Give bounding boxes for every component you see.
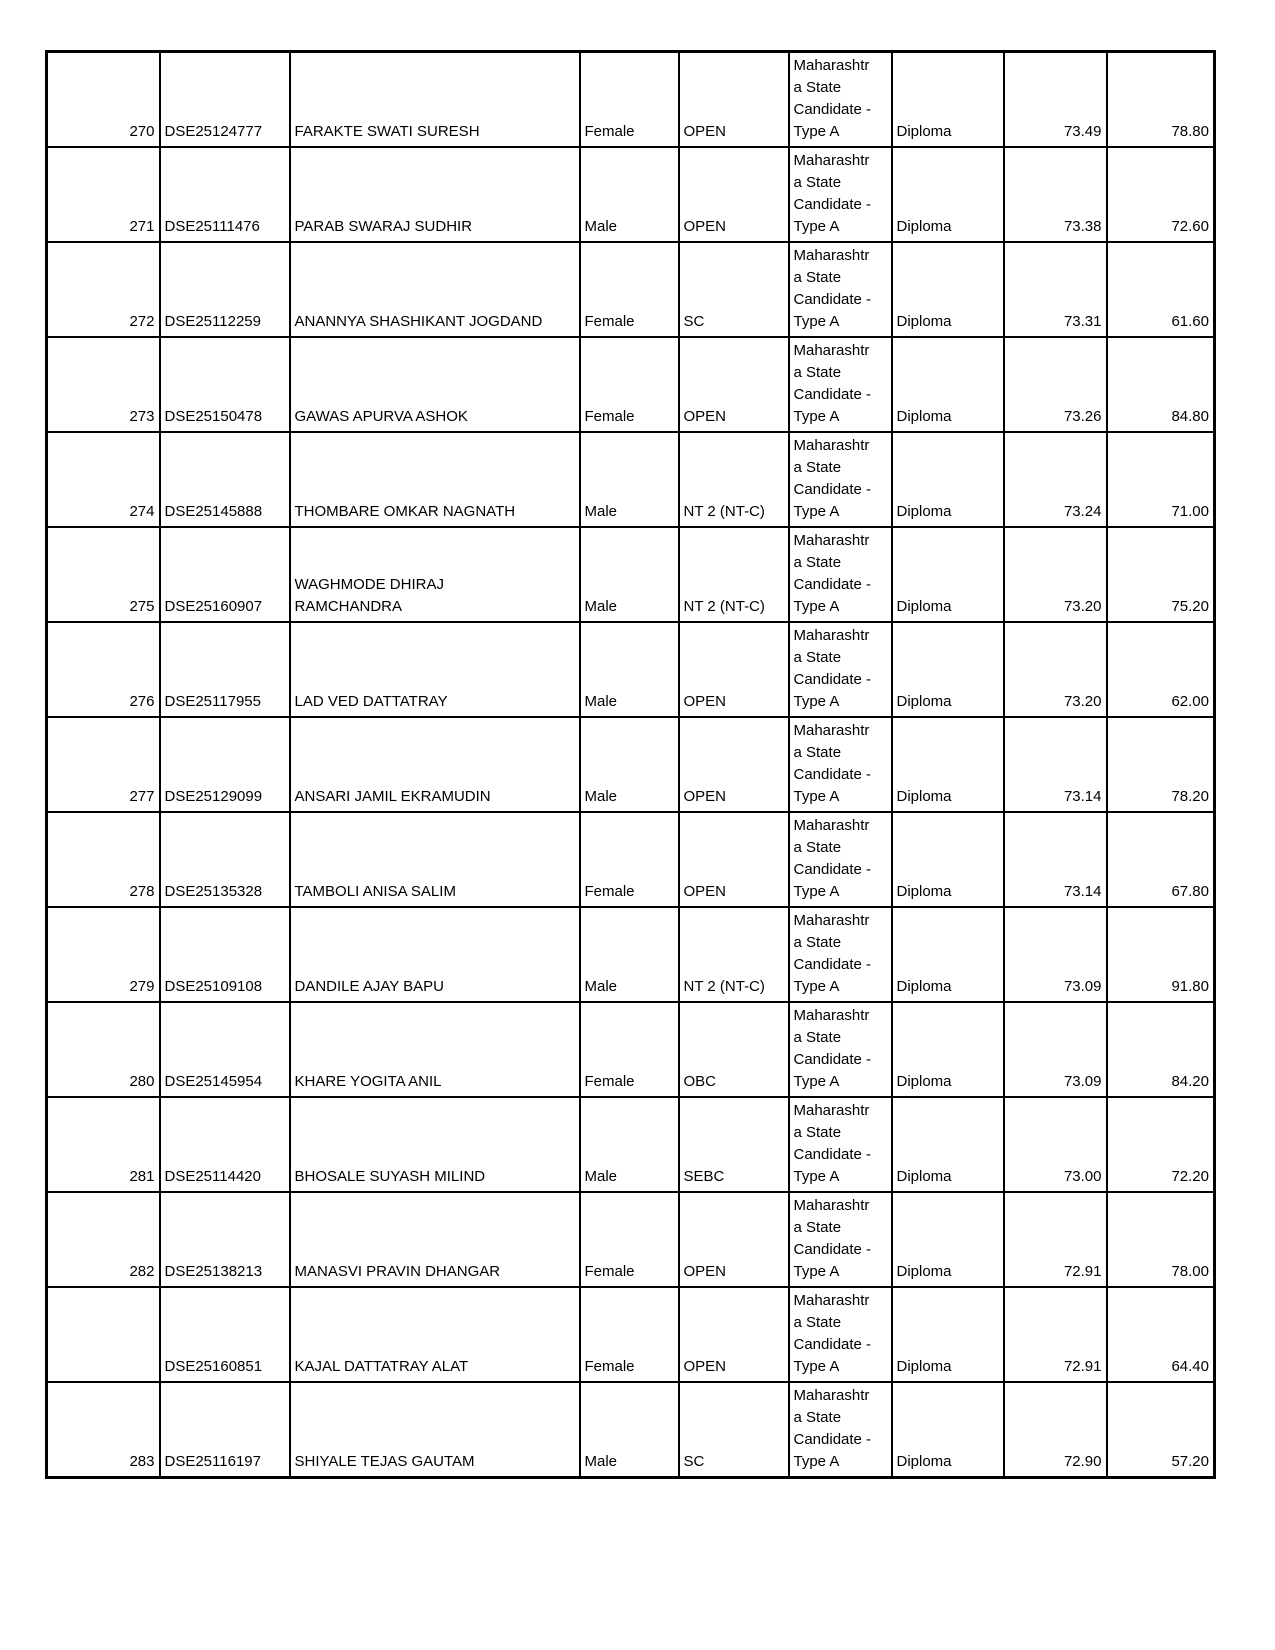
cell-candidate-name: KAJAL DATTATRAY ALAT (290, 1287, 580, 1382)
table-row (47, 622, 1215, 717)
merit-list-table (45, 50, 1216, 1479)
cell-text-line: Candidate - (793, 1241, 872, 1258)
cell-text-line: Type A (793, 598, 840, 615)
table-row (47, 52, 1215, 148)
cell-text-line: Type A (793, 1263, 840, 1280)
cell-candidate-type (789, 622, 892, 717)
cell-score-2: 91.80 (1107, 907, 1215, 1002)
cell-category: NT 2 (NT-C) (679, 907, 789, 1002)
cell-text-line: a State (793, 1029, 842, 1046)
cell-text-line: Type A (793, 1453, 840, 1470)
cell-text-line: Maharashtr (793, 1102, 870, 1119)
cell-score-1: 73.14 (1004, 812, 1107, 907)
cell-score-2: 78.80 (1107, 52, 1215, 148)
cell-candidate-name: KHARE YOGITA ANIL (290, 1002, 580, 1097)
cell-text-line: Type A (793, 693, 840, 710)
cell-text-line: Candidate - (793, 671, 872, 688)
cell-text-line: Maharashtr (793, 1292, 870, 1309)
cell-candidate-name: ANANNYA SHASHIKANT JOGDAND (290, 242, 580, 337)
cell-application-id: DSE25116197 (160, 1382, 290, 1478)
cell-text-line: Type A (793, 883, 840, 900)
cell-text-line: Type A (793, 1073, 840, 1090)
cell-qualification: Diploma (892, 1287, 1004, 1382)
cell-text-line: Maharashtr (793, 437, 870, 454)
cell-serial-number: 271 (47, 147, 160, 242)
cell-serial-number: 283 (47, 1382, 160, 1478)
cell-text-line: a State (793, 1409, 842, 1426)
cell-category: SC (679, 1382, 789, 1478)
cell-category: OPEN (679, 52, 789, 148)
cell-serial-number: 275 (47, 527, 160, 622)
cell-candidate-type (789, 242, 892, 337)
cell-text-line: Candidate - (793, 481, 872, 498)
table-row (47, 1192, 1215, 1287)
cell-text-line: Candidate - (793, 861, 872, 878)
cell-score-1: 72.90 (1004, 1382, 1107, 1478)
cell-score-2: 72.60 (1107, 147, 1215, 242)
cell-score-2: 57.20 (1107, 1382, 1215, 1478)
cell-score-2: 64.40 (1107, 1287, 1215, 1382)
cell-qualification: Diploma (892, 527, 1004, 622)
cell-text-line: Maharashtr (793, 627, 870, 644)
cell-serial-number: 274 (47, 432, 160, 527)
cell-text-line: Maharashtr (793, 1007, 870, 1024)
cell-text-line: Maharashtr (793, 342, 870, 359)
cell-score-1: 73.38 (1004, 147, 1107, 242)
cell-candidate-name: SHIYALE TEJAS GAUTAM (290, 1382, 580, 1478)
cell-text-line: a State (793, 1314, 842, 1331)
cell-application-id: DSE25150478 (160, 337, 290, 432)
table-row (47, 1287, 1215, 1382)
cell-category: NT 2 (NT-C) (679, 527, 789, 622)
cell-application-id: DSE25145888 (160, 432, 290, 527)
cell-qualification: Diploma (892, 1097, 1004, 1192)
cell-candidate-name: TAMBOLI ANISA SALIM (290, 812, 580, 907)
cell-text-line: RAMCHANDRA (294, 598, 403, 615)
cell-candidate-type (789, 52, 892, 148)
cell-text-line: a State (793, 554, 842, 571)
cell-score-2: 84.20 (1107, 1002, 1215, 1097)
cell-text-line: Maharashtr (793, 57, 870, 74)
cell-score-2: 78.00 (1107, 1192, 1215, 1287)
cell-text-line: Maharashtr (793, 722, 870, 739)
cell-text-line: Type A (793, 503, 840, 520)
cell-category: OPEN (679, 812, 789, 907)
cell-gender: Female (580, 337, 679, 432)
cell-gender: Male (580, 527, 679, 622)
cell-category: SC (679, 242, 789, 337)
cell-category: OBC (679, 1002, 789, 1097)
cell-gender: Female (580, 812, 679, 907)
table-body (47, 52, 1215, 1478)
cell-text-line: Type A (793, 1168, 840, 1185)
cell-category: OPEN (679, 717, 789, 812)
table-row (47, 337, 1215, 432)
cell-gender: Male (580, 1097, 679, 1192)
cell-text-line: a State (793, 1219, 842, 1236)
cell-application-id: DSE25160907 (160, 527, 290, 622)
cell-text-line: Candidate - (793, 1146, 872, 1163)
cell-serial-number: 276 (47, 622, 160, 717)
cell-text-line: WAGHMODE DHIRAJ (294, 576, 444, 593)
cell-text-line: Candidate - (793, 576, 872, 593)
cell-text-line: Type A (793, 123, 840, 140)
cell-score-1: 72.91 (1004, 1287, 1107, 1382)
cell-qualification: Diploma (892, 1382, 1004, 1478)
cell-text-line: Type A (793, 1358, 840, 1375)
cell-qualification: Diploma (892, 242, 1004, 337)
cell-gender: Male (580, 907, 679, 1002)
cell-qualification: Diploma (892, 337, 1004, 432)
cell-category: OPEN (679, 1287, 789, 1382)
cell-gender: Male (580, 1382, 679, 1478)
cell-text-line: a State (793, 364, 842, 381)
cell-score-1: 73.24 (1004, 432, 1107, 527)
cell-score-1: 73.09 (1004, 1002, 1107, 1097)
cell-score-1: 73.20 (1004, 622, 1107, 717)
table-row (47, 907, 1215, 1002)
cell-text-line: Maharashtr (793, 152, 870, 169)
cell-candidate-type (789, 812, 892, 907)
cell-candidate-type (789, 1192, 892, 1287)
cell-gender: Female (580, 52, 679, 148)
cell-application-id: DSE25135328 (160, 812, 290, 907)
table-row (47, 812, 1215, 907)
cell-score-1: 73.14 (1004, 717, 1107, 812)
cell-gender: Male (580, 622, 679, 717)
cell-qualification: Diploma (892, 1192, 1004, 1287)
cell-serial-number: 282 (47, 1192, 160, 1287)
cell-score-2: 67.80 (1107, 812, 1215, 907)
table-row (47, 527, 1215, 622)
cell-category: SEBC (679, 1097, 789, 1192)
cell-category: OPEN (679, 1192, 789, 1287)
cell-candidate-name: ANSARI JAMIL EKRAMUDIN (290, 717, 580, 812)
cell-text-line: a State (793, 269, 842, 286)
cell-serial-number: 273 (47, 337, 160, 432)
cell-application-id: DSE25111476 (160, 147, 290, 242)
cell-candidate-type (789, 1382, 892, 1478)
cell-category: OPEN (679, 622, 789, 717)
cell-score-1: 72.91 (1004, 1192, 1107, 1287)
cell-qualification: Diploma (892, 432, 1004, 527)
cell-text-line: Maharashtr (793, 1387, 870, 1404)
table-row (47, 432, 1215, 527)
cell-score-1: 73.20 (1004, 527, 1107, 622)
cell-text-line: Type A (793, 408, 840, 425)
cell-score-2: 72.20 (1107, 1097, 1215, 1192)
cell-candidate-name: GAWAS APURVA ASHOK (290, 337, 580, 432)
cell-application-id: DSE25124777 (160, 52, 290, 148)
cell-candidate-name: THOMBARE OMKAR NAGNATH (290, 432, 580, 527)
cell-text-line: Candidate - (793, 766, 872, 783)
cell-score-2: 62.00 (1107, 622, 1215, 717)
cell-text-line: Maharashtr (793, 1197, 870, 1214)
table-row (47, 147, 1215, 242)
cell-gender: Male (580, 147, 679, 242)
cell-candidate-name: PARAB SWARAJ SUDHIR (290, 147, 580, 242)
cell-application-id: DSE25145954 (160, 1002, 290, 1097)
cell-serial-number: 278 (47, 812, 160, 907)
cell-text-line: a State (793, 459, 842, 476)
cell-score-2: 75.20 (1107, 527, 1215, 622)
cell-gender: Female (580, 1192, 679, 1287)
cell-gender: Female (580, 1287, 679, 1382)
cell-application-id: DSE25114420 (160, 1097, 290, 1192)
cell-score-2: 71.00 (1107, 432, 1215, 527)
cell-category: NT 2 (NT-C) (679, 432, 789, 527)
cell-application-id: DSE25138213 (160, 1192, 290, 1287)
cell-text-line: Maharashtr (793, 817, 870, 834)
table-row (47, 1097, 1215, 1192)
cell-text-line: a State (793, 839, 842, 856)
cell-gender: Male (580, 717, 679, 812)
cell-application-id: DSE25129099 (160, 717, 290, 812)
cell-qualification: Diploma (892, 622, 1004, 717)
cell-text-line: Candidate - (793, 386, 872, 403)
cell-score-1: 73.31 (1004, 242, 1107, 337)
cell-text-line: a State (793, 79, 842, 96)
cell-score-2: 61.60 (1107, 242, 1215, 337)
cell-application-id: DSE25109108 (160, 907, 290, 1002)
cell-candidate-type (789, 1097, 892, 1192)
cell-candidate-name: BHOSALE SUYASH MILIND (290, 1097, 580, 1192)
cell-text-line: Type A (793, 978, 840, 995)
table-row (47, 717, 1215, 812)
cell-score-2: 84.80 (1107, 337, 1215, 432)
cell-text-line: Maharashtr (793, 912, 870, 929)
cell-text-line: Candidate - (793, 291, 872, 308)
cell-text-line: a State (793, 174, 842, 191)
cell-text-line: Candidate - (793, 101, 872, 118)
cell-candidate-name (290, 527, 580, 622)
cell-score-1: 73.26 (1004, 337, 1107, 432)
cell-category: OPEN (679, 337, 789, 432)
cell-candidate-name: FARAKTE SWATI SURESH (290, 52, 580, 148)
cell-text-line: a State (793, 1124, 842, 1141)
cell-qualification: Diploma (892, 717, 1004, 812)
cell-text-line: a State (793, 649, 842, 666)
cell-serial-number: 272 (47, 242, 160, 337)
table-row (47, 242, 1215, 337)
cell-text-line: Type A (793, 313, 840, 330)
cell-serial-number: 280 (47, 1002, 160, 1097)
cell-candidate-type (789, 717, 892, 812)
cell-text-line: Candidate - (793, 1336, 872, 1353)
cell-qualification: Diploma (892, 147, 1004, 242)
cell-candidate-type (789, 1287, 892, 1382)
cell-gender: Male (580, 432, 679, 527)
cell-text-line: Maharashtr (793, 247, 870, 264)
cell-text-line: a State (793, 934, 842, 951)
cell-category: OPEN (679, 147, 789, 242)
cell-gender: Female (580, 242, 679, 337)
cell-text-line: Candidate - (793, 1431, 872, 1448)
cell-score-1: 73.49 (1004, 52, 1107, 148)
cell-qualification: Diploma (892, 52, 1004, 148)
cell-text-line: Maharashtr (793, 532, 870, 549)
cell-candidate-name: LAD VED DATTATRAY (290, 622, 580, 717)
cell-text-line: Type A (793, 218, 840, 235)
cell-serial-number (47, 1287, 160, 1382)
cell-serial-number: 279 (47, 907, 160, 1002)
cell-text-line: Candidate - (793, 196, 872, 213)
cell-application-id: DSE25112259 (160, 242, 290, 337)
cell-serial-number: 281 (47, 1097, 160, 1192)
cell-text-line: a State (793, 744, 842, 761)
cell-qualification: Diploma (892, 1002, 1004, 1097)
cell-candidate-type (789, 907, 892, 1002)
cell-candidate-type (789, 337, 892, 432)
table-row (47, 1002, 1215, 1097)
cell-text-line: Candidate - (793, 956, 872, 973)
table-row (47, 1382, 1215, 1478)
cell-score-2: 78.20 (1107, 717, 1215, 812)
cell-serial-number: 270 (47, 52, 160, 148)
cell-qualification: Diploma (892, 812, 1004, 907)
cell-application-id: DSE25160851 (160, 1287, 290, 1382)
cell-candidate-type (789, 432, 892, 527)
cell-candidate-name: DANDILE AJAY BAPU (290, 907, 580, 1002)
cell-score-1: 73.00 (1004, 1097, 1107, 1192)
cell-gender: Female (580, 1002, 679, 1097)
cell-candidate-type (789, 1002, 892, 1097)
cell-candidate-type (789, 527, 892, 622)
cell-text-line: Type A (793, 788, 840, 805)
cell-serial-number: 277 (47, 717, 160, 812)
cell-candidate-name: MANASVI PRAVIN DHANGAR (290, 1192, 580, 1287)
cell-application-id: DSE25117955 (160, 622, 290, 717)
cell-candidate-type (789, 147, 892, 242)
cell-text-line: Candidate - (793, 1051, 872, 1068)
cell-qualification: Diploma (892, 907, 1004, 1002)
cell-score-1: 73.09 (1004, 907, 1107, 1002)
